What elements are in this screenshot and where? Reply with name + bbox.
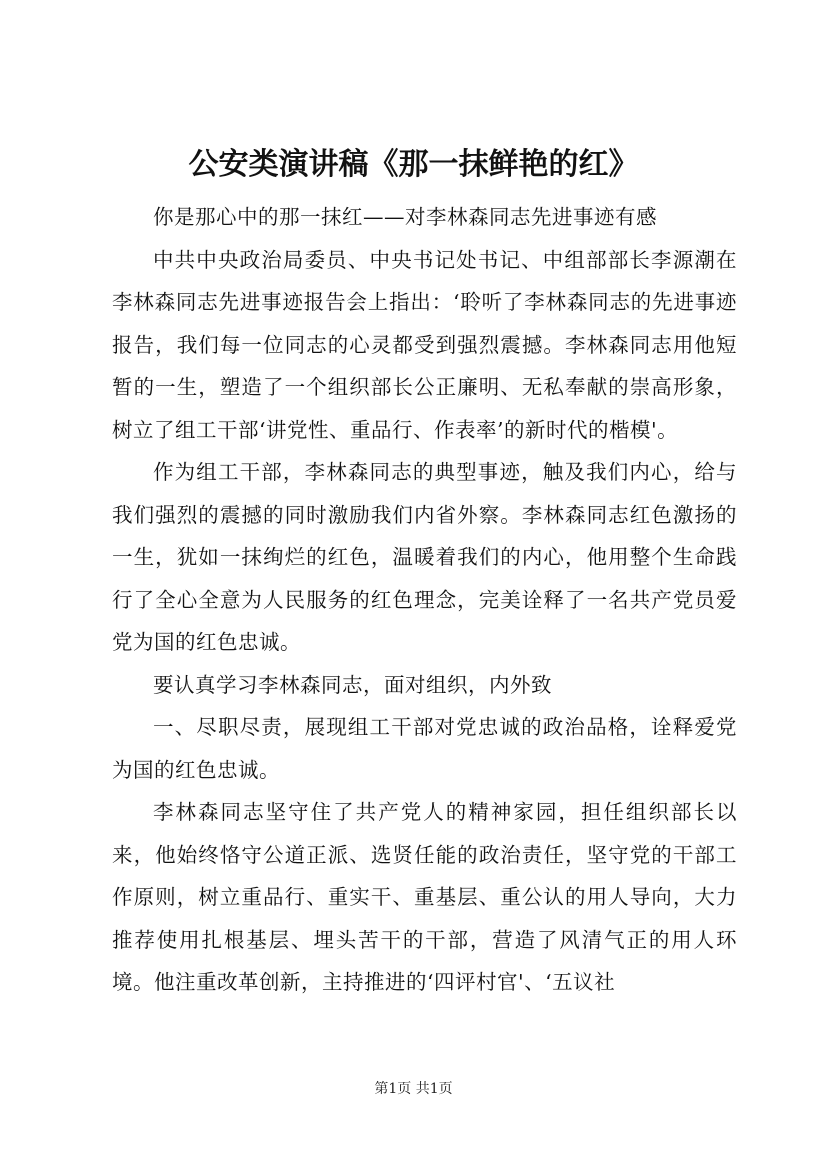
paragraph: 作为组工干部，李林森同志的典型事迹，触及我们内心，给与我们强烈的震撼的同时激励我们内省外察。李林森同志红色激扬的一生，犹如一抹绚烂的红色，温暖着我们的内心，他用整个生命践行了全心全意为人民服务的红色理念，完美诠释了一名共产党员爱党为国的红色忠诚。 xyxy=(112,460,737,654)
document-title: 公安类演讲稿《那一抹鲜艳的红》 xyxy=(188,147,639,182)
paragraph-heading: 一、尽职尽责，展现组工干部对党忠诚的政治品格，诠释爱党为国的红色忠诚。 xyxy=(112,715,737,782)
paragraph-subtitle: 你是那心中的那一抹红——对李林森同志先进事迹有感 xyxy=(153,205,657,229)
paragraph: 要认真学习李林森同志，面对组织，内外致 xyxy=(153,672,552,697)
document-body xyxy=(112,196,737,1004)
paragraph: 中共中央政治局委员、中央书记处书记、中组部部长李源潮在李林森同志先进事迹报告会上指出：‘聆听了李林森同志的先进事迹报告，我们每一位同志的心灵都受到强烈震撼。李林森同志用他短暂的一生，塑造了一个组织部长公正廉明、无私奉献的崇高形象，树立了组工干部‘讲党性、重品行、作表率’的新时代的楷模'。 xyxy=(112,247,737,442)
page-footer: 第1页 共1页 xyxy=(374,1081,453,1097)
paragraph: 李林森同志坚守住了共产党人的精神家园，担任组织部长以来，他始终恪守公道正派、选贤任能的政治责任，坚守党的干部工作原则，树立重品行、重实干、重基层、重公认的用人导向，大力推荐使用扎根基层、埋头苦干的干部，营造了风清气正的用人环境。他注重改革创新，主持推进的‘四评村官'、‘五议社 xyxy=(112,800,737,994)
